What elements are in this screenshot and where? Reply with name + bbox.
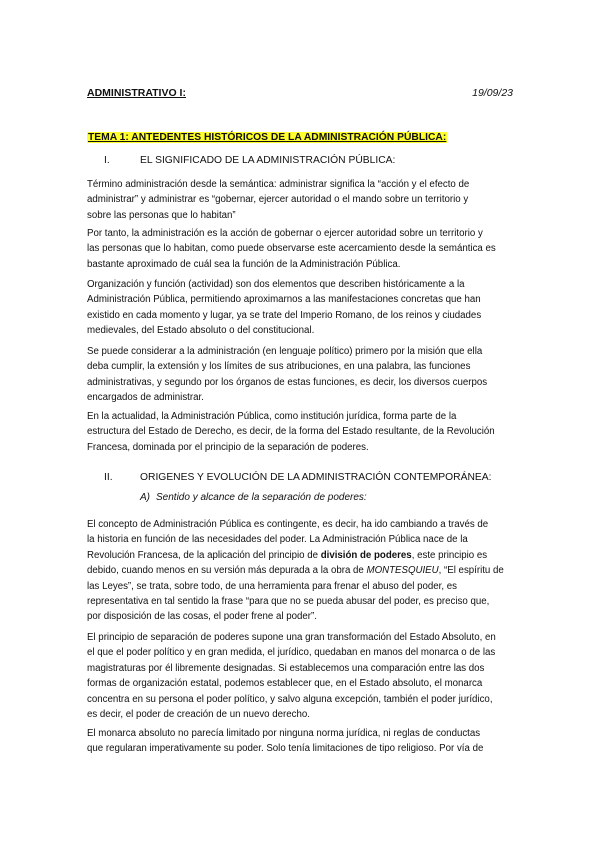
topic-title: TEMA 1: ANTEDENTES HISTÓRICOS DE LA ADMINISTRACIÓN PÚBLICA: — [88, 132, 447, 143]
text-line: deba cumplir, la extensión y los límites de sus atribuciones, en una palabra, las funciones — [87, 361, 471, 373]
text-line: encargados de administrar. — [87, 392, 204, 404]
text-line: Por tanto, la administración es la acción de gobernar o ejercer autoridad sobre un territorio y — [87, 228, 483, 239]
paragraph-8 — [87, 726, 513, 757]
text-line: administrar” y administrar es “gobernar, ejercer autoridad o el mando sobre un territorio y — [87, 194, 469, 206]
text-line: por disposición de las cosas, el poder frene al poder”. — [87, 611, 317, 623]
text-line: las personas que lo habitan, como puede observarse este acercamiento desde la semántica es — [87, 243, 496, 255]
section-number: II. — [104, 472, 113, 483]
text-line: existido en cada momento y lugar, ya se trate del Imperio Romano, de los reinos y ciudades — [87, 309, 482, 321]
paragraph-3 — [87, 277, 513, 339]
italic-author: MONTESQUIEU — [366, 565, 439, 577]
paragraph-2 — [87, 226, 513, 272]
subsection-title: Sentido y alcance de la separación de poderes: — [156, 492, 367, 503]
bold-term: división de poderes — [320, 549, 412, 561]
text-line: concentra en su persona el poder político, y salvo alguna excepción, también el poder jurídico, — [87, 693, 493, 705]
text-line: es decir, el poder de creación de un nuevo derecho. — [87, 709, 310, 721]
text-line: Organización y función (actividad) son dos elementos que describen históricamente a la — [87, 279, 465, 290]
text-run: Revolución Francesa, de la aplicación del principio de — [87, 549, 321, 561]
text-line: bastante aproximado de cuál sea la función de la Administración Pública. — [87, 258, 401, 270]
text-line: Francesa, dominada por el principio de la separación de poderes. — [87, 441, 369, 453]
document-title: ADMINISTRATIVO I: — [87, 87, 186, 99]
text-line: que regularan imperativamente su poder. Solo tenía limitaciones de tipo religioso. Por vía de — [87, 743, 484, 755]
subsection-heading-a — [140, 492, 367, 503]
text-line: En la actualidad, la Administración Pública, como institución jurídica, forma parte de la — [87, 411, 457, 422]
section-number: I. — [104, 155, 110, 166]
text-line: Término administración desde la semántica: administrar significa la “acción y el efecto de — [87, 179, 470, 190]
text-line: Se puede considerar a la administración (en lenguaje político) primero por la misión que ella — [87, 346, 483, 357]
section-heading-1 — [104, 155, 395, 166]
text-line: el que el poder político y en gran medida, el jurídico, quedaban en manos del monarca o de las — [87, 647, 496, 659]
text-run: , “El espíritu de — [438, 565, 504, 577]
text-line: formas de organización estatal, podemos establecer que, en el Estado absoluto, el monarca — [87, 678, 483, 690]
paragraph-6 — [87, 517, 513, 625]
paragraph-7 — [87, 630, 513, 722]
text-line: administrativas, y segundo por los órganos de estas funciones, es decir, los diversos cuerpos — [87, 376, 488, 388]
text-line: sobre las personas que lo habitan” — [87, 209, 236, 221]
text-line: representativa en tal sentido la frase “para que no se pueda abusar del poder, es preciso que, — [87, 596, 490, 608]
text-line — [87, 548, 513, 563]
text-line: El principio de separación de poderes supone una gran transformación del Estado Absoluto, en — [87, 632, 496, 643]
text-line: El monarca absoluto no parecía limitado por ninguna norma jurídica, ni reglas de conductas — [87, 728, 481, 739]
paragraph-1 — [87, 177, 513, 223]
section-title: ORIGENES Y EVOLUCIÓN DE LA ADMINISTRACIÓN CONTEMPORÁNEA: — [140, 472, 492, 483]
paragraph-4 — [87, 344, 513, 406]
text-line: estructura del Estado de Derecho, es decir, de la forma del Estado resultante, de la Revolución — [87, 426, 495, 438]
text-line: medievales, del Estado absoluto o del constitucional. — [87, 325, 315, 337]
subsection-letter: A) — [140, 492, 150, 503]
document-date: 19/09/23 — [472, 87, 513, 99]
text-run: debido, cuando menos en su versión más depurada a la obra de — [87, 565, 367, 577]
text-line: Administración Pública, permitiendo aproximarnos a las manifestaciones concretas que han — [87, 294, 481, 306]
section-heading-2 — [104, 472, 492, 483]
text-run: , este principio es — [411, 549, 488, 561]
document-header — [87, 87, 513, 103]
text-line: las Leyes”, se trata, sobre todo, de una herramienta para frenar el abuso del poder, es — [87, 580, 457, 592]
text-line: El concepto de Administración Pública es contingente, es decir, ha ido cambiando a través de — [87, 519, 489, 530]
paragraph-5 — [87, 409, 513, 455]
text-line: magistraturas por él libremente designadas. Si establecemos una comparación entre las dos — [87, 662, 485, 674]
text-line: la historia en función de las necesidades del poder. La Administración Pública nace de la — [87, 534, 468, 546]
section-title: EL SIGNIFICADO DE LA ADMINISTRACIÓN PÚBLICA: — [140, 155, 396, 166]
text-line — [87, 563, 513, 578]
